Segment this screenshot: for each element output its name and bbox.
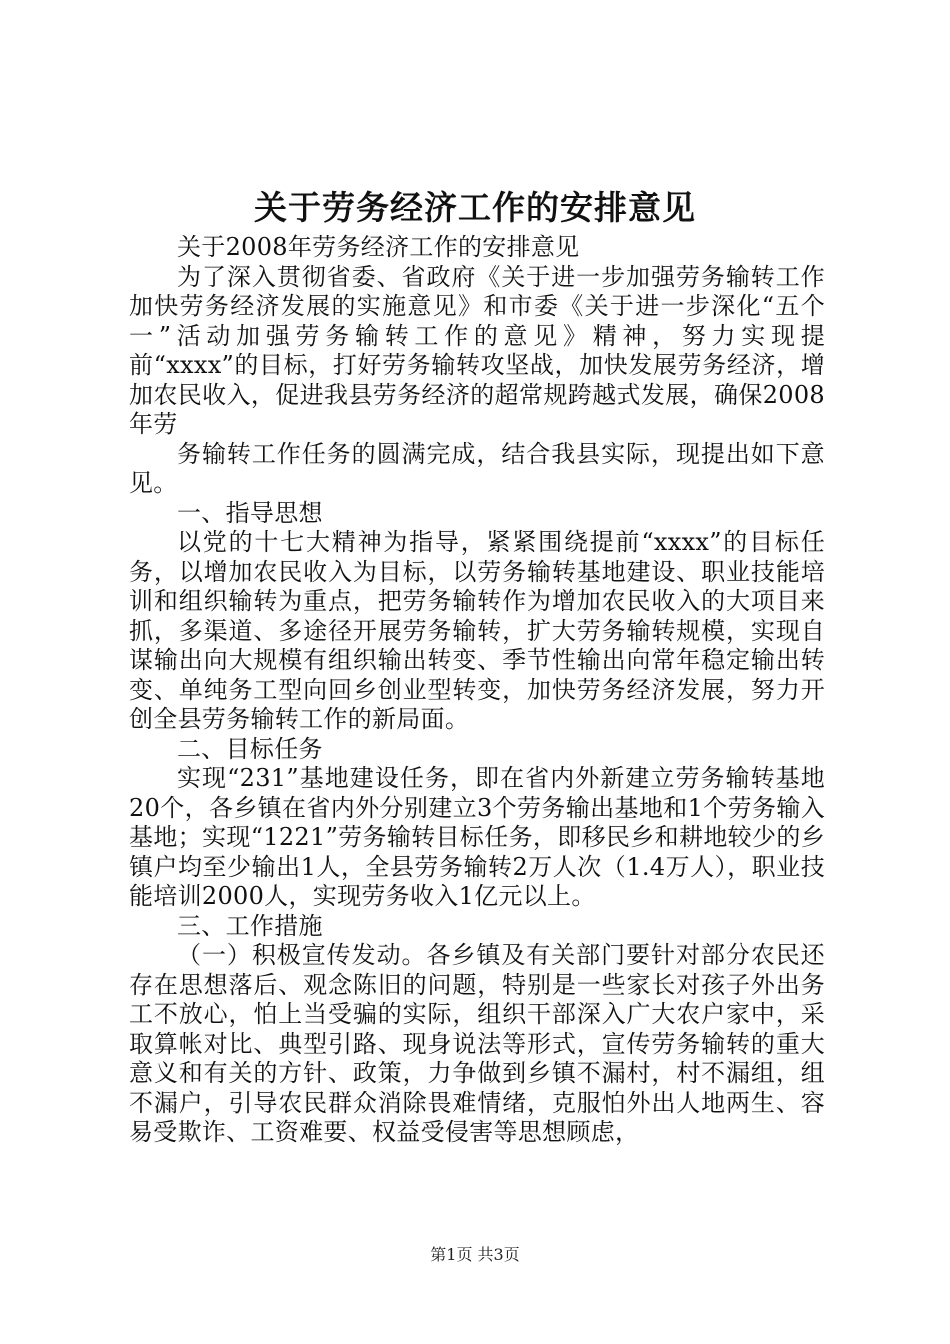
section-heading-guiding-thought: 一、指导思想 [177,498,323,527]
paragraph-measures-publicity: （一）积极宣传发动。各乡镇及有关部门要针对部分农民还存在思想落后、观念陈旧的问题，特别是一些家长对孩子外出务工不放心，怕上当受骗的实际，组织干部深入广大农户家中，采取算帐对比、典型引路、现身说法等形式，宣传劳务输转的重大意义和有关的方针、政策，力争做到乡镇不漏村，村不漏组，组不漏户，引导农民群众消除畏难情绪，克服怕外出人地两生、容易受欺诈、工资难要、权益受侵害等思想顾虑， [129,941,825,1146]
paragraph-intro: 为了深入贯彻省委、省政府《关于进一步加强劳务输转工作加快劳务经济发展的实施意见》和市委《关于进一步深化“五个一”活动加强劳务输转工作的意见》精神，努力实现提前“xxxx”的目标，打好劳务输转攻坚战，加快发展劳务经济，增加农民收入，促进我县劳务经济的超常规跨越式发展，确保2008年劳 [129,262,825,438]
section-heading-measures: 三、工作措施 [177,911,323,940]
paragraph-intro-continued: 务输转工作任务的圆满完成，结合我县实际，现提出如下意见。 [129,439,825,497]
document-body [129,233,825,1148]
page-footer: 第1页 共3页 [430,1245,520,1264]
document-title: 关于劳务经济工作的安排意见 [254,188,696,227]
paragraph-guiding-thought: 以党的十七大精神为指导，紧紧围绕提前“xxxx”的目标任务，以增加农民收入为目标，以劳务输转基地建设、职业技能培训和组织输转为重点，把劳务输转作为增加农民收入的大项目来抓，多渠道、多途径开展劳务输转，扩大劳务输转规模，实现自谋输出向大规模有组织输出转变、季节性输出向常年稳定输出转变、单纯务工型向回乡创业型转变，加快劳务经济发展，努力开创全县劳务输转工作的新局面。 [129,528,825,733]
paragraph-subtitle: 关于2008年劳务经济工作的安排意见 [177,233,580,261]
paragraph-targets: 实现“231”基地建设任务，即在省内外新建立劳务输转基地20个，各乡镇在省内外分别建立3个劳务输出基地和1个劳务输入基地；实现“1221”劳务输转目标任务，即移民乡和耕地较少的乡镇户均至少输出1人，全县劳务输转2万人次（1.4万人），职业技能培训2000人，实现劳务收入1亿元以上。 [129,764,825,910]
section-heading-targets: 二、目标任务 [177,734,323,763]
